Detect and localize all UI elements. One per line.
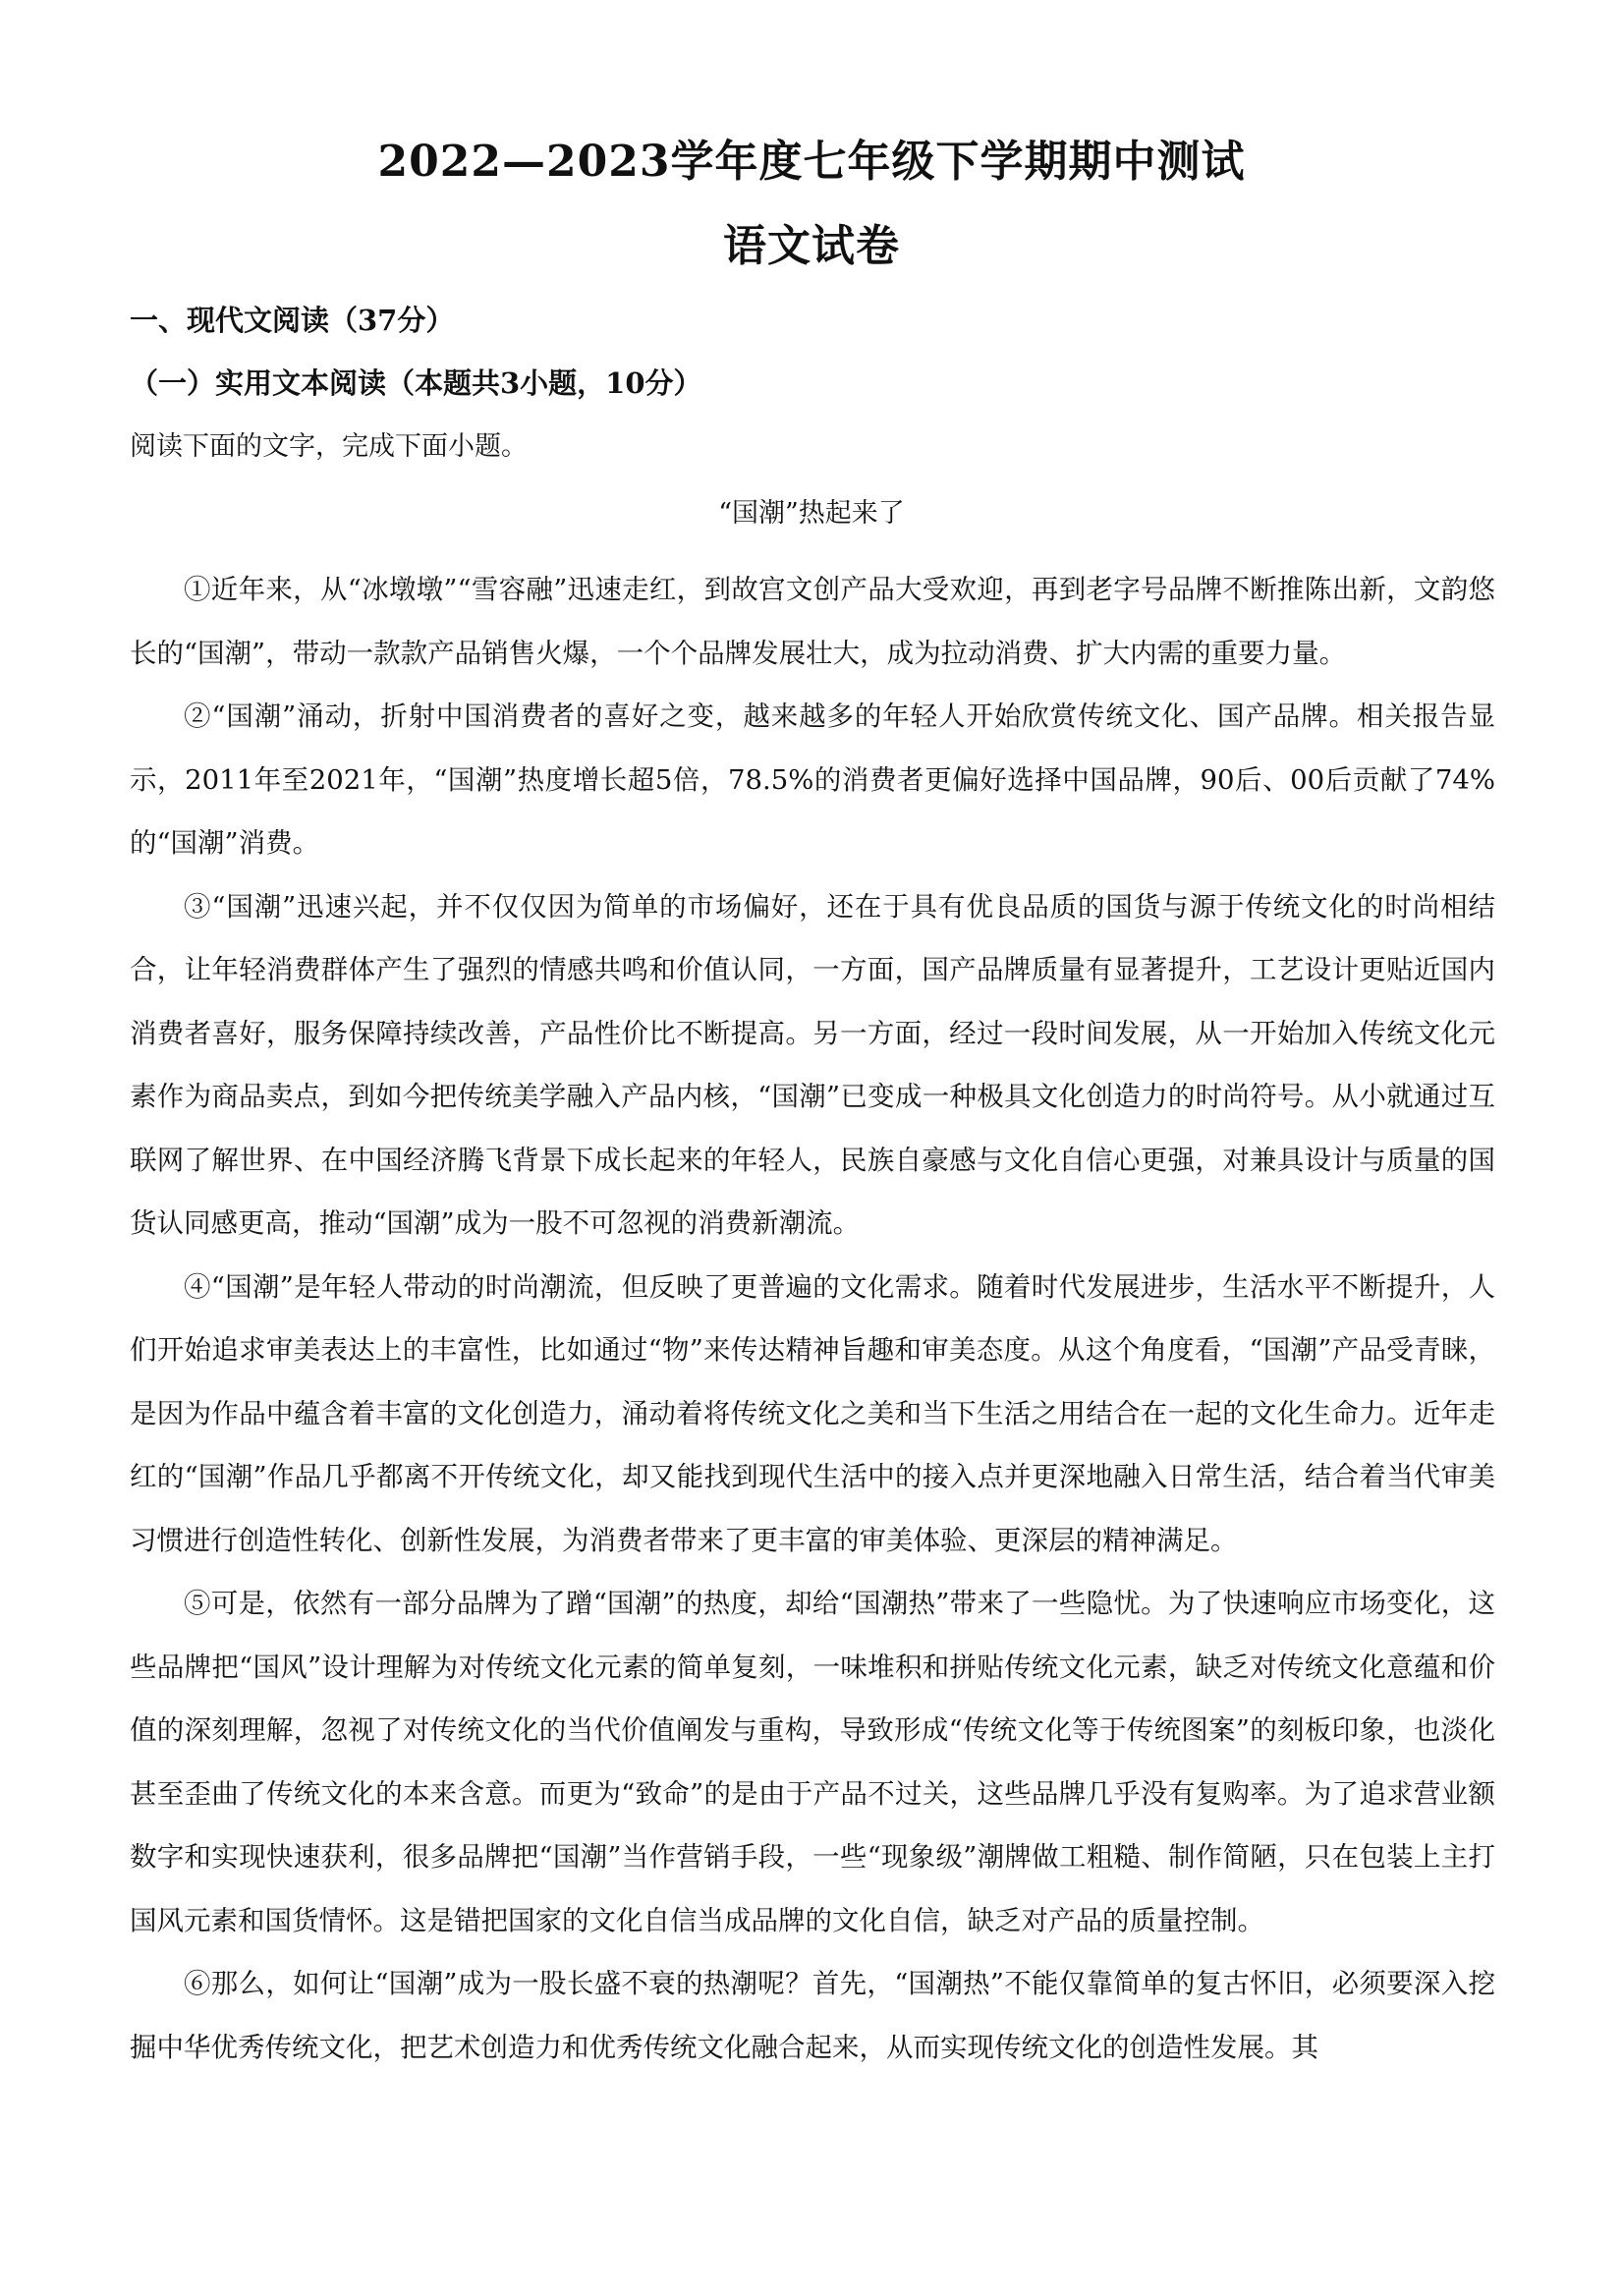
article-title: “国潮”热起来了 (718, 498, 905, 529)
paragraph-3: ③“国潮”迅速兴起，并不仅仅因为简单的市场偏好，还在于具有优良品质的国货与源于传统文化的时尚相结合，让年轻消费群体产生了强烈的情感共鸣和价值认同，一方面，国产品牌质量有显著提升，工艺设计更贴近国内消费者喜好，服务保障持续改善，产品性价比不断提高。另一方面，经过一段时间发展，从一开始加入传统文化元素作为商品卖点，到如今把传统美学融入产品内核，“国潮”已变成一种极具文化创造力的时尚符号。从小就通过互联网了解世界、在中国经济腾飞背景下成长起来的年轻人，民族自豪感与文化自信心更强，对兼具设计与质量的国货认同感更高，推动“国潮”成为一股不可忽视的消费新潮流。 (130, 890, 1495, 1239)
paragraph-6: ⑥那么，如何让“国潮”成为一股长盛不衰的热潮呢？首先，“国潮热”不能仅靠简单的复古怀旧，必须要深入挖掘中华优秀传统文化，把艺术创造力和优秀传统文化融合起来，从而实现传统文化的创造性发展。其 (130, 1968, 1495, 2063)
exam-subtitle: 语文试卷 (723, 221, 900, 271)
paragraph-5: ⑤可是，依然有一部分品牌为了蹭“国潮”的热度，却给“国潮热”带来了一些隐忧。为了快速响应市场变化，这些品牌把“国风”设计理解为对传统文化元素的简单复刻，一味堆积和拼贴传统文化元素，缺乏对传统文化意蕴和价值的深刻理解，忽视了对传统文化的当代价值阐发与重构，导致形成“传统文化等于传统图案”的刻板印象，也淡化甚至歪曲了传统文化的本来含意。而更为“致命”的是由于产品不过关，这些品牌几乎没有复购率。为了追求营业额数字和实现快速获利，很多品牌把“国潮”当作营销手段，一些“现象级”潮牌做工粗糙、制作简陋，只在包装上主打国风元素和国货情怀。这是错把国家的文化自信当成品牌的文化自信，缺乏对产品的质量控制。 (130, 1588, 1495, 1936)
paragraph-2: ②“国潮”涌动，折射中国消费者的喜好之变，越来越多的年轻人开始欣赏传统文化、国产品牌。相关报告显示，2011年至2021年，“国潮”热度增长超5倍，78.5%的消费者更偏好选择中国品牌，90后、00后贡献了74%的“国潮”消费。 (130, 700, 1495, 859)
subsection-heading: （一）实用文本阅读（本题共3小题，10分） (130, 366, 702, 400)
paragraph-1: ①近年来，从“冰墩墩”“雪容融”迅速走红，到故宫文创产品大受欢迎，再到老字号品牌不断推陈出新，文韵悠长的“国潮”，带动一款款产品销售火爆，一个个品牌发展壮大，成为拉动消费、扩大内需的重要力量。 (130, 574, 1495, 669)
paragraph-4: ④“国潮”是年轻人带动的时尚潮流，但反映了更普遍的文化需求。随着时代发展进步，生活水平不断提升，人们开始追求审美表达上的丰富性，比如通过“物”来传达精神旨趣和审美态度。从这个角度看，“国潮”产品受青睐，是因为作品中蕴含着丰富的文化创造力，涌动着将传统文化之美和当下生活之用结合在一起的文化生命力。近年走红的“国潮”作品几乎都离不开传统文化，却又能找到现代生活中的接入点并更深地融入日常生活，结合着当代审美习惯进行创造性转化、创新性发展，为消费者带来了更丰富的审美体验、更深层的精神满足。 (130, 1270, 1495, 1556)
exam-title: 2022—2023学年度七年级下学期期中测试 (377, 137, 1246, 187)
article-body (130, 558, 1495, 2079)
instruction-text: 阅读下面的文字，完成下面小题。 (130, 431, 528, 462)
section-heading: 一、现代文阅读（37分） (130, 304, 455, 337)
